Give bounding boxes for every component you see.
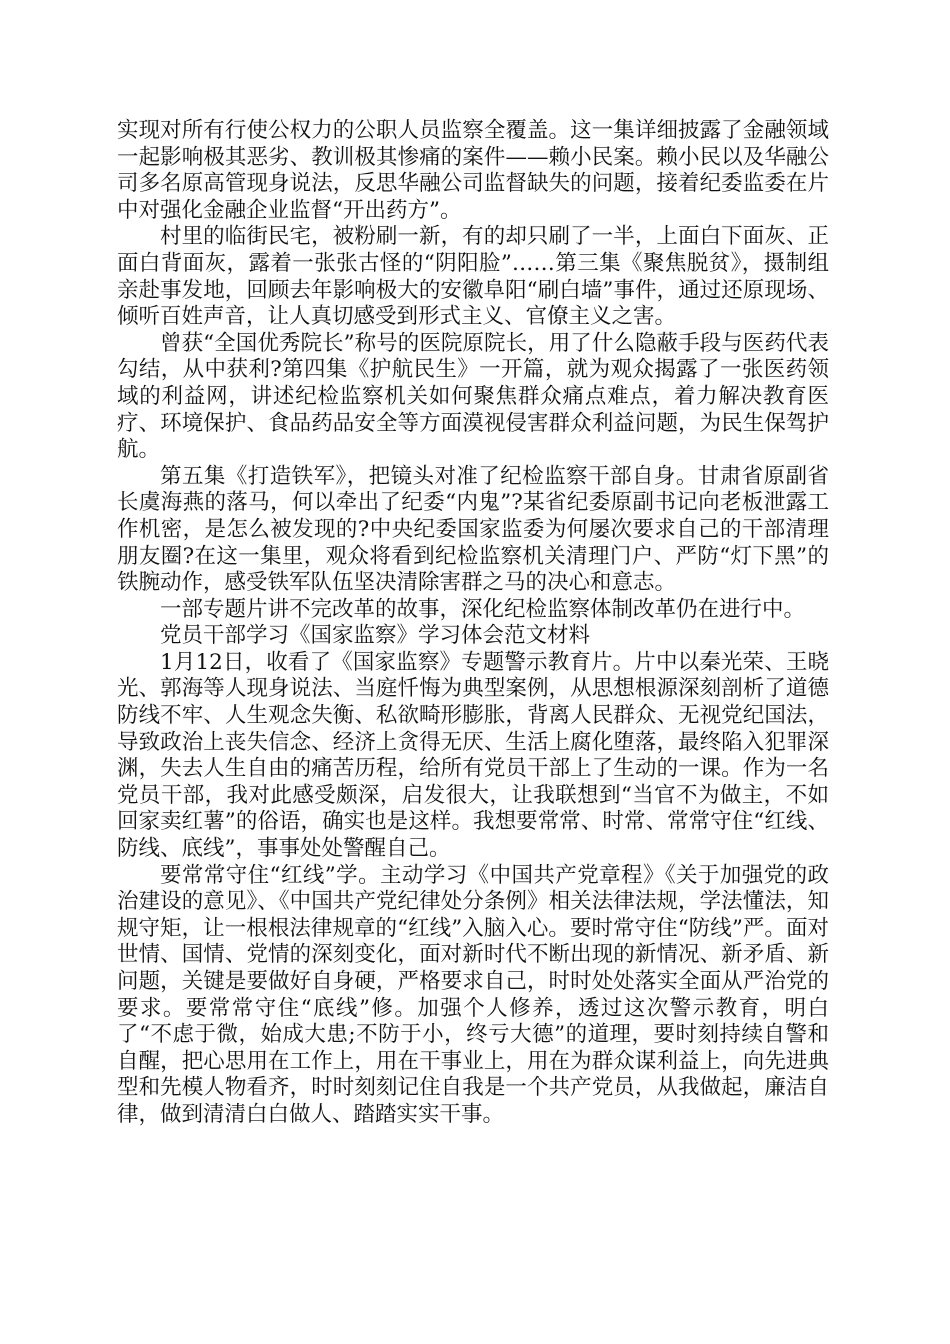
section-title: 党员干部学习《国家监察》学习体会范文材料 <box>160 623 591 649</box>
paragraph-5: 一部专题片讲不完改革的故事，深化纪检监察体制改革仍在进行中。 <box>160 596 806 622</box>
paragraph-4: 第五集《打造铁军》，把镜头对准了纪检监察干部自身。甘肃省原副省长虞海燕的落马，何以牵出了纪委“内鬼”?某省纪委原副书记向老板泄露工作机密，是怎么被发现的?中央纪委国家监委为何屡次要求自己的干部清理朋友圈?在这一集里，观众将看到纪检监察机关清理门户、严防“灯下黑”的铁腕动作，感受铁军队伍坚决清除害群之马的决心和意志。 <box>117 463 829 596</box>
paragraph-6: 1月12日，收看了《国家监察》专题警示教育片。片中以秦光荣、王晓光、郭海等人现身说法、当庭忏悔为典型案例，从思想根源深刻剖析了道德防线不牢、人生观念失衡、私欲畸形膨胀，背离人民群众、无视党纪国法，导致政治上丧失信念、经济上贪得无厌、生活上腐化堕落，最终陷入犯罪深渊，失去人生自由的痛苦历程，给所有党员干部上了生动的一课。作为一名党员干部，我对此感受颇深，启发很大，让我联想到“当官不为做主，不如回家卖红薯”的俗语，确实也是这样。我想要常常、时常、常常守住“红线、防线、底线”，事事处处警醒自己。 <box>117 649 829 862</box>
document-body <box>117 118 829 1129</box>
paragraph-2: 村里的临街民宅，被粉刷一新，有的却只刷了一半，上面白下面灰、正面白背面灰，露着一张张古怪的“阴阳脸”……第三集《聚焦脱贫》，摄制组亲赴事发地，回顾去年影响极大的安徽阜阳“刷白墙”事件，通过还原现场、倾听百姓声音，让人真切感受到形式主义、官僚主义之害。 <box>117 224 829 330</box>
paragraph-3: 曾获“全国优秀院长”称号的医院原院长，用了什么隐蔽手段与医药代表勾结，从中获利?第四集《护航民生》一开篇，就为观众揭露了一张医药领域的利益网，讲述纪检监察机关如何聚焦群众痛点难点，着力解决教育医疗、环境保护、食品药品安全等方面漠视侵害群众利益问题，为民生保驾护航。 <box>117 330 829 463</box>
paragraph-1: 实现对所有行使公权力的公职人员监察全覆盖。这一集详细披露了金融领域一起影响极其恶劣、教训极其惨痛的案件——赖小民案。赖小民以及华融公司多名原高管现身说法，反思华融公司监督缺失的问题，接着纪委监委在片中对强化金融企业监督“开出药方”。 <box>117 118 829 223</box>
paragraph-7: 要常常守住“红线”学。主动学习《中国共产党章程》《关于加强党的政治建设的意见》、《中国共产党纪律处分条例》相关法律法规，学法懂法，知规守矩，让一根根法律规章的“红线”入脑入心。要时常守住“防线”严。面对世情、国情、党情的深刻变化，面对新时代不断出现的新情况、新矛盾、新问题，关键是要做好自身硬，严格要求自己，时时处处落实全面从严治党的要求。要常常守住“底线”修。加强个人修养，透过这次警示教育，明白了“不虑于微，始成大患;不防于小，终亏大德”的道理，要时刻持续自警和自醒，把心思用在工作上，用在干事业上，用在为群众谋利益上，向先进典型和先模人物看齐，时时刻刻记住自我是一个共产党员，从我做起，廉洁自律，做到清清白白做人、踏踏实实干事。 <box>117 862 829 1127</box>
